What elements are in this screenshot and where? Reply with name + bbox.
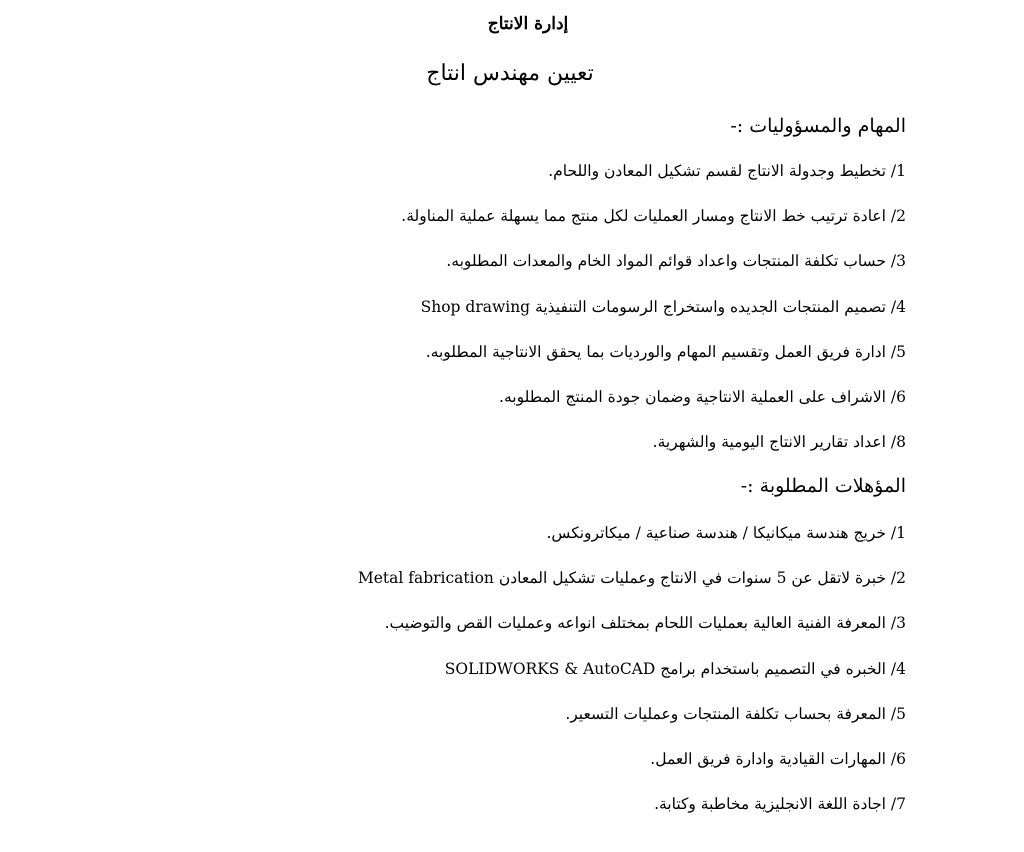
qualification-item: 6/ المهارات القيادية وادارة فريق العمل. xyxy=(650,749,906,768)
qualification-item: 3/ المعرفة الفنية العالية بعمليات اللحام بمختلف انواعه وعمليات القص والتوضيب. xyxy=(384,614,906,633)
responsibilities-heading: المهام والمسؤوليات :- xyxy=(730,115,906,137)
qualification-item: 4/ الخبره في التصميم باستخدام برامج SOLIDWORKS & AutoCAD xyxy=(444,659,906,678)
responsibility-item: 3/ حساب تكلفة المنتجات واعداد قوائم المواد الخام والمعدات المطلوبه. xyxy=(446,252,906,271)
responsibility-item: 4/ تصميم المنتجات الجديده واستخراج الرسومات التنفيذية Shop drawing xyxy=(420,297,906,316)
qualification-item: 5/ المعرفة بحساب تكلفة المنتجات وعمليات التسعير. xyxy=(565,704,906,723)
qualifications-list xyxy=(358,523,906,839)
responsibilities-list xyxy=(401,161,906,477)
qualification-item: 7/ اجادة اللغة الانجليزية مخاطبة وكتابة. xyxy=(654,795,906,814)
responsibility-item: 1/ تخطيط وجدولة الانتاج لقسم تشكيل المعادن واللحام. xyxy=(548,162,906,180)
qualification-item: 1/ خريج هندسة ميكانيكا / هندسة صناعية / ميكاترونكس. xyxy=(546,524,906,542)
responsibility-item: 8/ اعداد تقارير الانتاج اليومية والشهرية. xyxy=(652,433,906,452)
job-title: تعيين مهندس انتاج xyxy=(426,61,594,86)
responsibility-item: 6/ الاشراف على العملية الانتاجية وضمان جودة المنتج المطلوبه. xyxy=(499,387,906,406)
department-heading: إدارة الانتاج xyxy=(487,14,569,34)
responsibility-item: 5/ ادارة فريق العمل وتقسيم المهام والورديات بما يحقق الانتاجية المطلوبه. xyxy=(425,342,906,361)
qualifications-heading: المؤهلات المطلوبة :- xyxy=(740,475,906,497)
qualification-item: 2/ خبرة لاتقل عن 5 سنوات في الانتاج وعمليات تشكيل المعادن Metal fabrication xyxy=(357,569,906,588)
responsibility-item: 2/ اعادة ترتيب خط الانتاج ومسار العمليات لكل منتج مما يسهلة عملية المناولة. xyxy=(401,207,906,226)
